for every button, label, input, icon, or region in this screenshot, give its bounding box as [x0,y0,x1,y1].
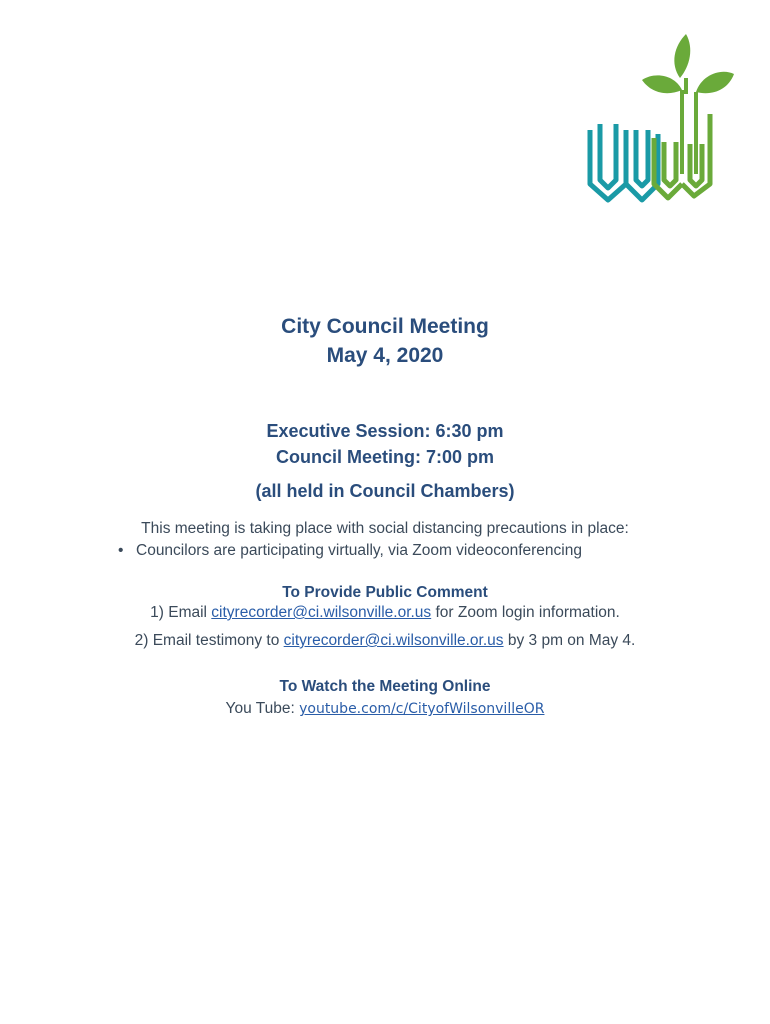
executive-session-time: Executive Session: 6:30 pm [266,421,504,441]
email-link-testimony[interactable]: cityrecorder@ci.wilsonville.or.us [283,632,504,649]
public-comment-item-1 [0,602,770,624]
meeting-title [0,312,770,370]
item1-prefix: 1) Email [150,604,212,621]
meeting-location: (all held in Council Chambers) [255,481,515,501]
notice-intro: This meeting is taking place with social distancing precautions in place: [141,520,629,537]
notice-bullet-text: Councilors are participating virtually, via Zoom videoconferencing [136,542,582,559]
item2-suffix: by 3 pm on May 4. [503,632,636,649]
public-comment-item-2 [0,630,770,652]
public-comment-heading: To Provide Public Comment [282,584,488,601]
bullet-icon: • [118,542,124,559]
youtube-label: You Tube: [225,700,300,717]
schedule [0,418,770,470]
item1-suffix: for Zoom login information. [431,604,620,621]
meeting-date: May 4, 2020 [326,344,444,367]
council-meeting-time: Council Meeting: 7:00 pm [275,447,495,467]
meeting-name: City Council Meeting [281,315,489,338]
email-link-zoom[interactable]: cityrecorder@ci.wilsonville.or.us [211,604,432,621]
city-logo-icon [582,34,738,214]
youtube-link[interactable]: youtube.com/c/CityofWilsonvilleOR [299,701,545,717]
notice-bullet [118,540,582,562]
watch-online-heading: To Watch the Meeting Online [279,678,491,695]
watch-online-line [0,698,770,720]
item2-prefix: 2) Email testimony to [134,632,284,649]
